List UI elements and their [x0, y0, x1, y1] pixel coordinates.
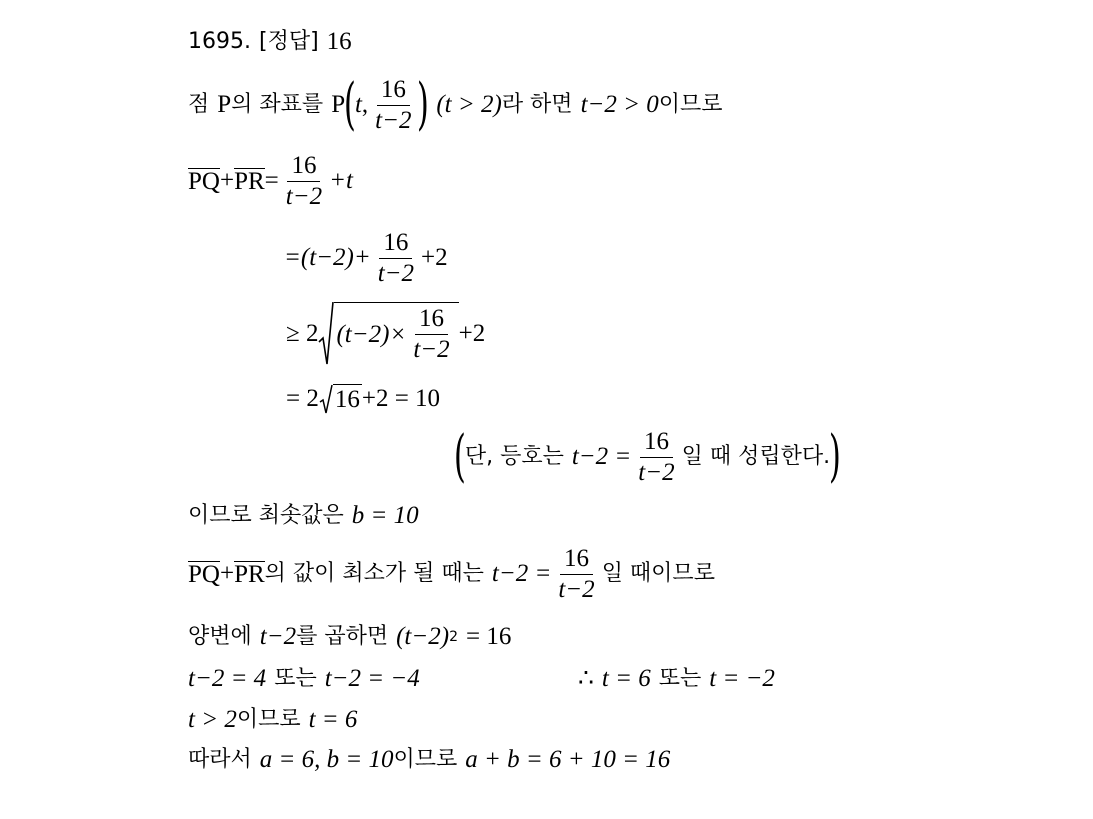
step-am-gm: ≥ 2 (t−2)× $\frac{16}{t-2}$ +2 [286, 302, 485, 366]
radical-sign-icon [318, 302, 334, 366]
equality-condition-note: ( 단, 등호는 t−2 = $\frac{16}{t-2}$ 일 때 성립한다. ) [453, 424, 842, 489]
step-rewrite: =(t−2)+ $\frac{16}{t-2}$ +2 [284, 228, 448, 287]
line-multiply-both-sides: 양변에 t−2 를 곱하면 (t−2) 2 = 16 [188, 623, 512, 650]
square-root: 16 [319, 384, 362, 414]
fraction: $\frac{16}{t-2}$ [377, 228, 415, 287]
line-conclusion: 따라서 a = 6, b = 10 이므로 a + b = 6 + 10 = 16 [188, 746, 671, 773]
left-paren: ( [344, 72, 357, 137]
fraction: $\frac{16}{t-2}$ [413, 305, 450, 363]
fraction: $\frac{16}{t-2}$ [558, 544, 595, 603]
answer-value: 16 [326, 28, 352, 55]
fraction: $\frac{16}{t-2}$ [375, 75, 412, 134]
fraction: $\frac{16}{t-2}$ [638, 427, 675, 486]
line-select-solution: t > 2 이므로 t = 6 [188, 706, 358, 733]
line-point-coordinates: 점 P 의 좌표를 P ( t , $\frac{16}{t-2}$ ) (t > 2) 라 하면 t−2 > 0 이므로 [188, 72, 723, 137]
problem-number: 1695. [188, 29, 251, 54]
line-minimum-condition: PQ + PR 의 값이 최소가 될 때는 t−2 = $\frac{16}{t-2}$ 일 때이므로 [188, 544, 715, 603]
radical-sign-icon [319, 384, 333, 414]
line-minimum-value: 이므로 최솟값은 b = 10 [188, 502, 419, 529]
right-paren: ) [417, 72, 430, 137]
answer-tag: [정답] [258, 29, 319, 54]
square-root: (t−2)× $\frac{16}{t-2}$ [318, 302, 458, 366]
line-solutions: t−2 = 4 또는 t−2 = −4 [188, 665, 420, 692]
fraction: $\frac{16}{t-2}$ [285, 151, 323, 210]
step-result: = 2 16 +2 = 10 [286, 385, 441, 413]
line-sum-expression: PQ + PR = $\frac{16}{t-2}$ +t [188, 151, 353, 210]
problem-header [188, 28, 352, 56]
line-solutions-therefore: ∴ t = 6 또는 t = −2 [578, 665, 775, 692]
